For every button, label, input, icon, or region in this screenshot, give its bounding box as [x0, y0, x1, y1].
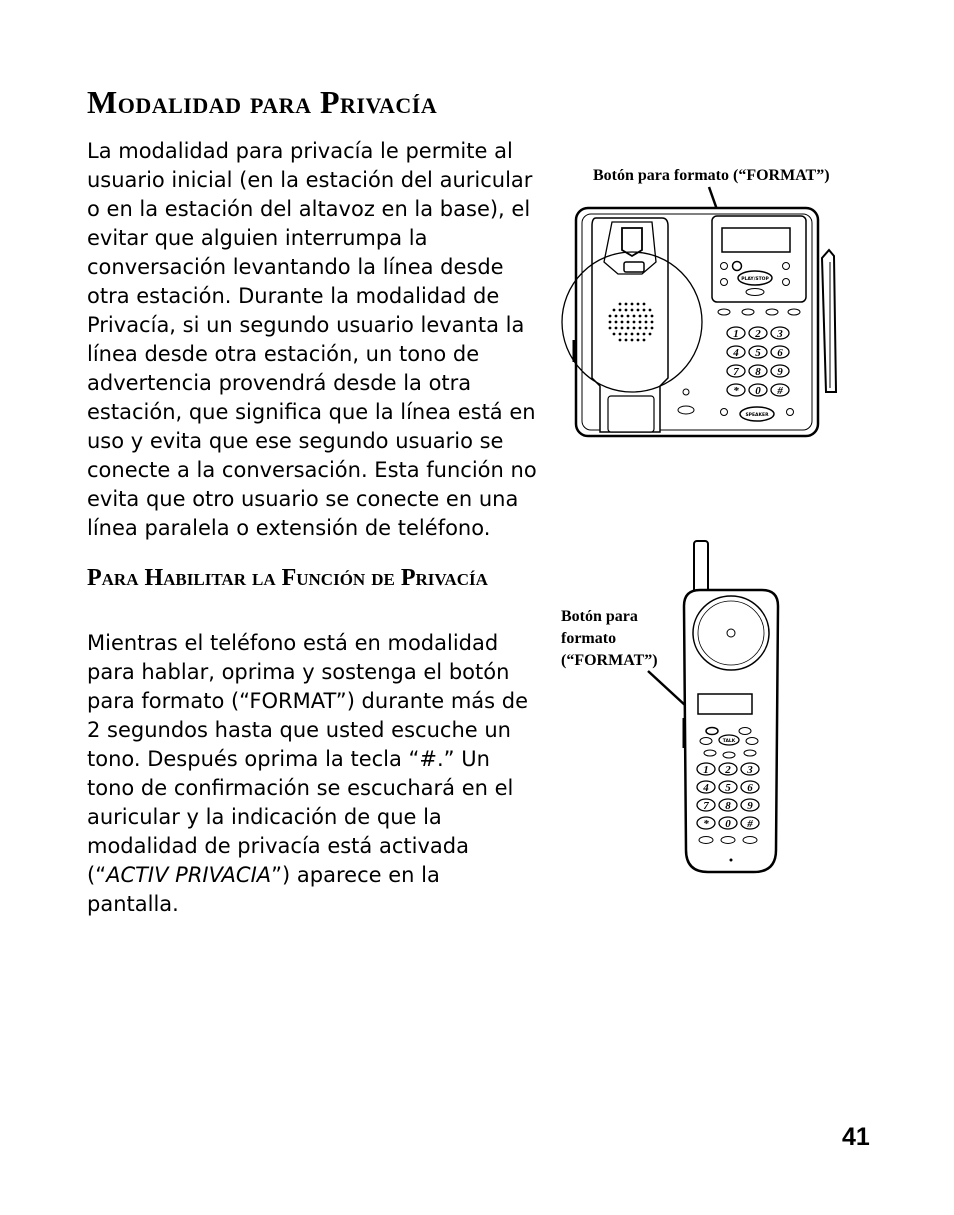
svg-text:6: 6	[747, 782, 753, 794]
handset-format-button[interactable]	[706, 728, 718, 735]
svg-text:5: 5	[755, 347, 761, 359]
subsection-title: Para Habilitar la Función de Privacía	[87, 565, 488, 591]
handset-format-caption: Botón para formato (“FORMAT”)	[561, 608, 658, 669]
svg-text:4: 4	[703, 782, 709, 794]
svg-text:8: 8	[755, 366, 761, 378]
svg-text:SPEAKER: SPEAKER	[745, 413, 769, 418]
section-title: Modalidad para Privacía	[87, 84, 438, 120]
svg-text:PLAY/STOP: PLAY/STOP	[741, 277, 769, 282]
base-antenna	[822, 250, 836, 392]
svg-text:0: 0	[725, 818, 731, 830]
svg-text:6: 6	[777, 347, 783, 359]
instructions-paragraph	[87, 629, 537, 919]
handset-illustration	[640, 535, 785, 880]
base-display	[722, 228, 790, 252]
svg-text:TALK: TALK	[722, 739, 736, 744]
svg-text:3: 3	[777, 328, 783, 340]
svg-text:2: 2	[725, 764, 731, 776]
handset-display	[698, 694, 752, 714]
svg-text:3: 3	[747, 764, 753, 776]
svg-text:9: 9	[747, 800, 753, 812]
instructions-text-after: ”) aparece en la pantalla.	[87, 863, 440, 916]
base-format-button[interactable]	[733, 262, 742, 271]
svg-text:0: 0	[755, 385, 761, 397]
svg-text:7: 7	[703, 800, 709, 812]
svg-text:2: 2	[755, 328, 761, 340]
svg-text:#: #	[777, 385, 783, 397]
handset-earpiece	[693, 596, 769, 670]
svg-text:1: 1	[733, 328, 739, 340]
page-number: 41	[842, 1123, 870, 1151]
base-station-illustration	[560, 180, 860, 450]
svg-text:4: 4	[733, 347, 739, 359]
svg-text:9: 9	[777, 366, 783, 378]
svg-text:*: *	[703, 818, 709, 830]
svg-text:8: 8	[725, 800, 731, 812]
display-message: ACTIV PRIVACIA	[106, 863, 272, 887]
svg-text:1: 1	[703, 764, 709, 776]
svg-text:*: *	[733, 385, 739, 397]
svg-text:5: 5	[725, 782, 731, 794]
intro-paragraph: La modalidad para privacía le permite al usuario inicial (en la estación del auricular o en la estación del altavoz en la base), el evitar que alguien interrumpa la conversación levantando la línea desde otra estación. Durante la modalidad de Privacía, si un segundo usuario levanta la línea desde otra estación, un tono de advertencia provendrá desde la otra estación, que significa que la línea está en uso y evita que ese segundo usuario se conecte a la conversación. Esta función no evita que otro usuario se conecte en una línea paralela o extensión de teléfono.	[87, 139, 537, 540]
base-format-caption: Botón para formato (“FORMAT”)	[593, 167, 830, 184]
instructions-text-before: Mientras el teléfono está en modalidad para hablar, oprima y sostenga el botón para formato (“FORMAT”) durante más de 2 segundos hasta que usted escuche un tono. Después oprima la tecla “#.” Un tono de confirmación se escuchará en el auricular y la indicación de que la modalidad de privacía está activada (“	[87, 631, 529, 887]
svg-text:#: #	[747, 818, 753, 830]
svg-text:7: 7	[733, 366, 739, 378]
